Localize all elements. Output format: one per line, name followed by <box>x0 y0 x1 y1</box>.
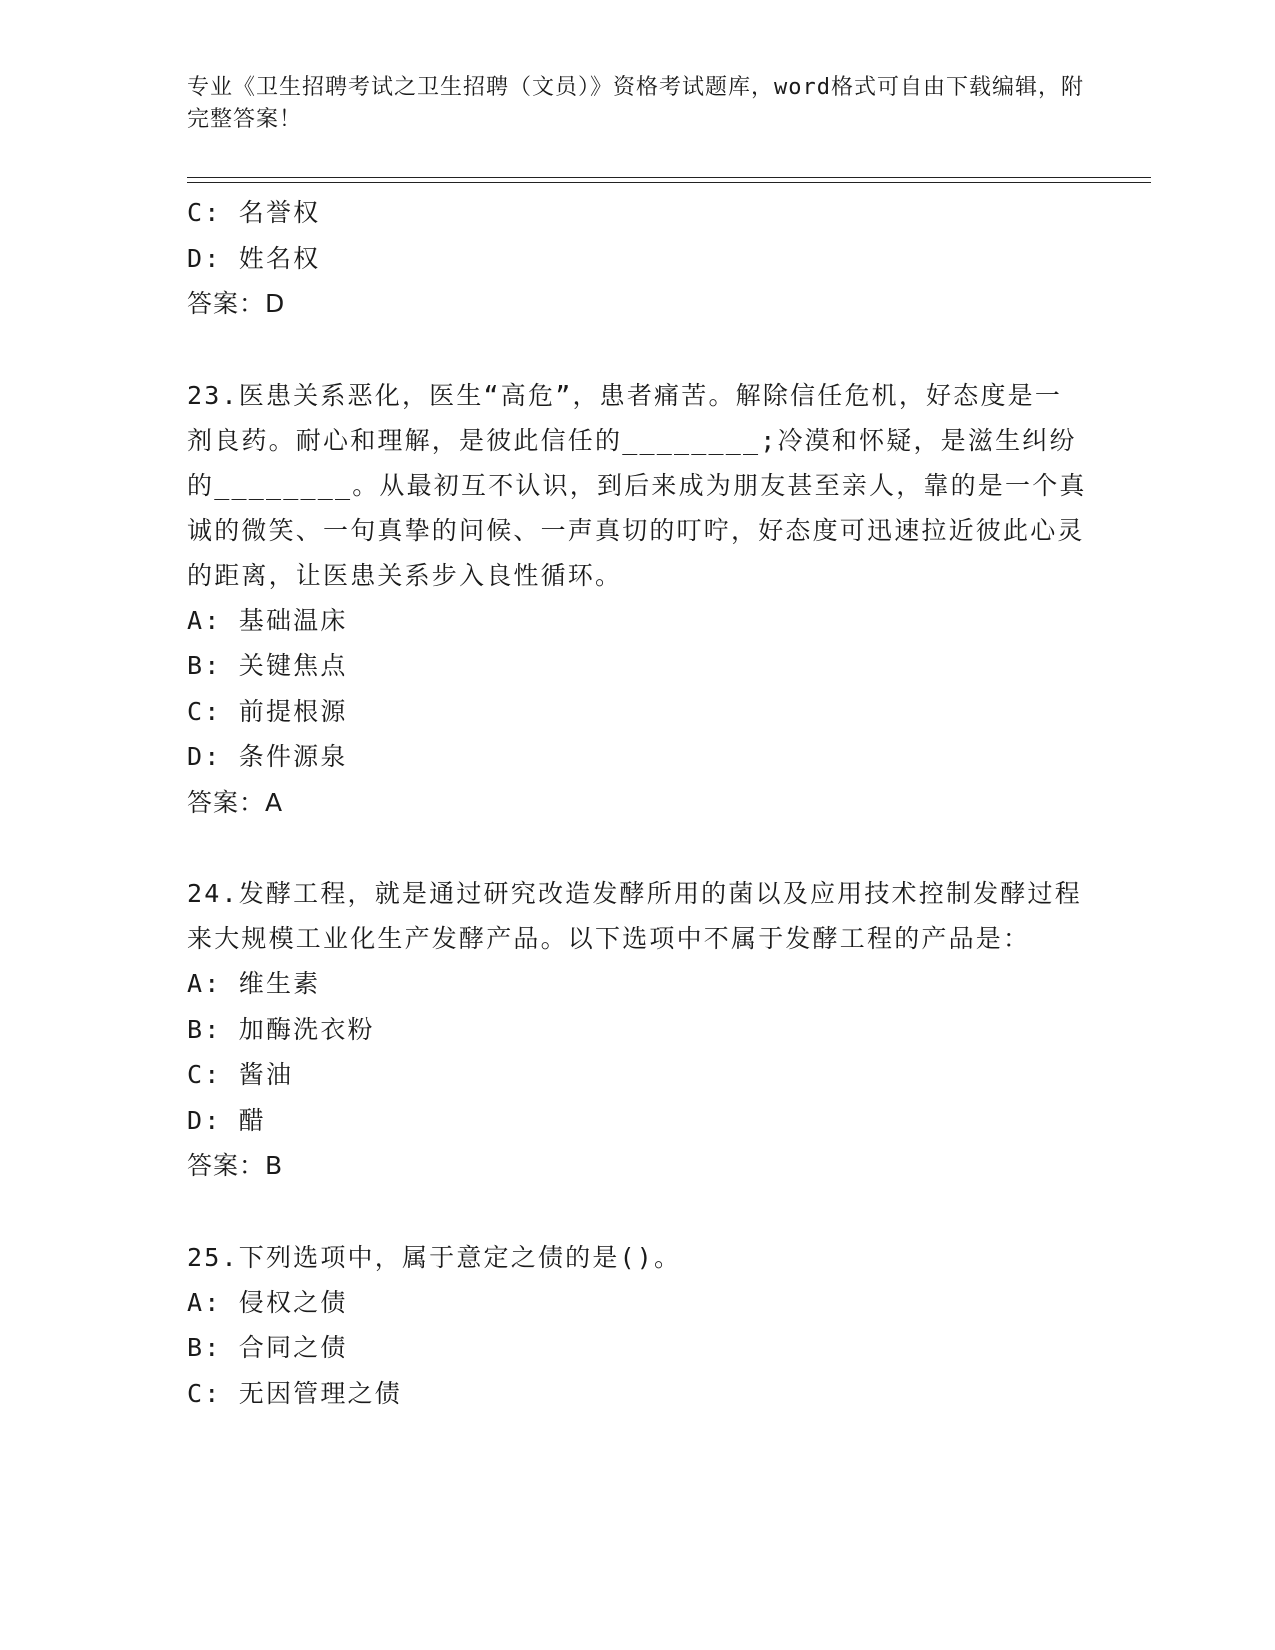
option-a: A: 基础温床 <box>187 605 348 635</box>
option-b: B: 加酶洗衣粉 <box>187 1014 375 1044</box>
option-a: A: 侵权之债 <box>187 1287 348 1317</box>
header-divider-bottom <box>187 182 1151 183</box>
answer-line: 答案：B <box>187 1151 284 1180</box>
question-24 <box>187 871 1087 1189</box>
option-b: B: 合同之债 <box>187 1333 348 1362</box>
question-spacer <box>187 825 1087 871</box>
exam-content <box>187 190 1087 1416</box>
continued-question <box>187 190 1087 327</box>
page-header-text: 专业《卫生招聘考试之卫生招聘（文员）》资格考试题库，word格式可自由下载编辑，附完整答案！ <box>187 75 1084 132</box>
answer-line: 答案：A <box>187 787 284 817</box>
header-divider-top <box>187 177 1151 178</box>
option-c: C: 无因管理之债 <box>187 1378 402 1408</box>
question-stem: 23.医患关系恶化，医生“高危”，患者痛苦。解除信任危机，好态度是一剂良药。耐心和理解，是彼此信任的________;冷漠和怀疑，是滋生纠纷的________。从最初互不认识，到后来成为朋友甚至亲人，靠的是一个真诚的微笑、一句真挚的问候、一声真切的叮咛，好态度可迅速拉近彼此心灵的距离，让医患关系步入良性循环。 <box>187 380 1087 590</box>
option-d: D: 姓名权 <box>187 243 321 273</box>
option-d: D: 醋 <box>187 1105 266 1135</box>
answer-line: 答案：D <box>187 289 286 318</box>
question-stem: 25.下列选项中，属于意定之债的是()。 <box>187 1242 682 1272</box>
option-c: C: 名誉权 <box>187 198 321 227</box>
option-b: B: 关键焦点 <box>187 651 348 680</box>
option-c: C: 酱油 <box>187 1060 294 1089</box>
question-23 <box>187 373 1087 826</box>
question-spacer <box>187 1189 1087 1235</box>
option-d: D: 条件源泉 <box>187 742 348 771</box>
question-spacer <box>187 327 1087 373</box>
question-stem: 24.发酵工程，就是通过研究改造发酵所用的菌以及应用技术控制发酵过程来大规模工业化生产发酵产品。以下选项中不属于发酵工程的产品是： <box>187 879 1082 953</box>
question-25 <box>187 1235 1087 1417</box>
option-a: A: 维生素 <box>187 969 321 998</box>
option-c: C: 前提根源 <box>187 696 348 726</box>
